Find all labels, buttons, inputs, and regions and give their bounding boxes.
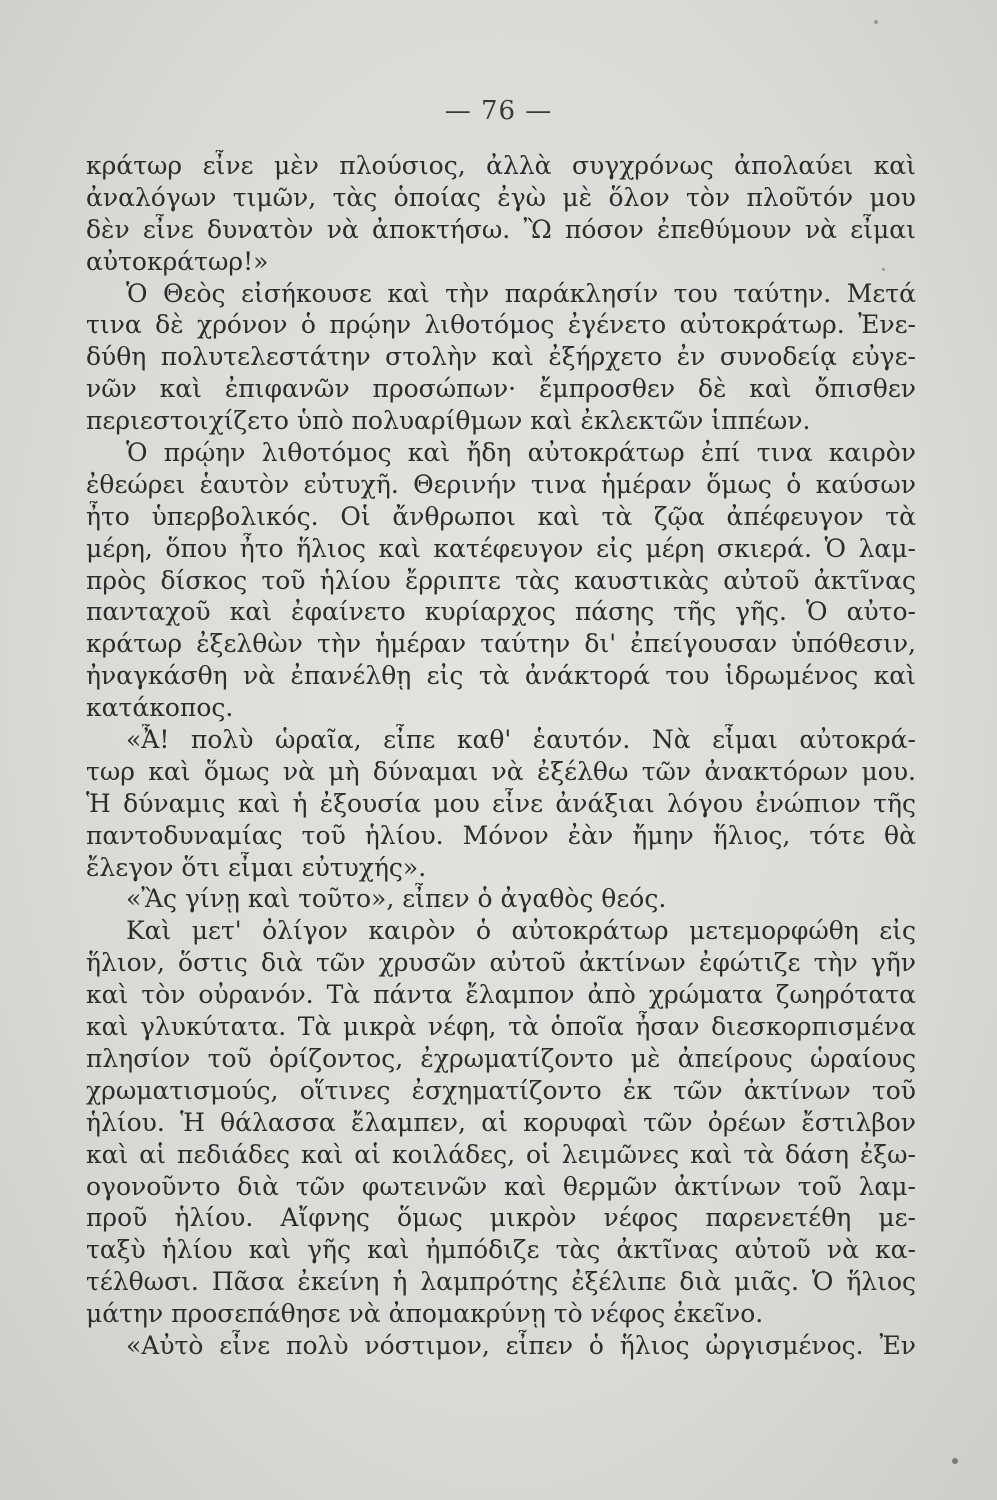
- text-line: Ἡ δύναμις καὶ ἡ ἐξουσία μου εἶνε ἀνάξιαι λόγου ἐνώπιον τῆς: [86, 788, 916, 818]
- text-line: «Αὐτὸ εἶνε πολὺ νόστιμον, εἶπεν ὁ ἥλιος ὠργισμένος. Ἐν: [126, 1330, 916, 1360]
- body-text: [86, 150, 916, 1362]
- text-line: μέρη, ὅπου ἦτο ἥλιος καὶ κατέφευγον εἰς μέρη σκιερά. Ὁ λαμ-: [86, 533, 916, 563]
- text-line: χρωματισμούς, οἵτινες ἐσχηματίζοντο ἐκ τῶν ἀκτίνων τοῦ: [86, 1075, 916, 1105]
- text-line: Ὁ πρῴην λιθοτόμος καὶ ἤδη αὐτοκράτωρ ἐπί τινα καιρὸν: [126, 438, 916, 468]
- text-line: νῶν καὶ ἐπιφανῶν προσώπων· ἔμπροσθεν δὲ καὶ ὄπισθεν: [86, 374, 916, 404]
- text-line: ταξὺ ἡλίου καὶ γῆς καὶ ἠμπόδιζε τὰς ἀκτῖνας αὐτοῦ νὰ κα-: [86, 1235, 916, 1265]
- text-line: τέλθωσι. Πᾶσα ἐκείνη ἡ λαμπρότης ἐξέλιπε διὰ μιᾶς. Ὁ ἥλιος: [86, 1267, 916, 1297]
- text-line: προῦ ἡλίου. Αἴφνης ὅμως μικρὸν νέφος παρενετέθη με-: [86, 1203, 916, 1233]
- text-line: «Ἆ! πολὺ ὡραῖα, εἶπε καθ' ἑαυτόν. Νὰ εἶμαι αὐτοκρά-: [126, 725, 916, 755]
- text-line: κατάκοπος.: [86, 693, 234, 723]
- text-line: ἀναλόγων τιμῶν, τὰς ὁποίας ἐγὼ μὲ ὅλον τὸν πλοῦτόν μου: [86, 182, 916, 212]
- text-line: τινα δὲ χρόνον ὁ πρῴην λιθοτόμος ἐγένετο αὐτοκράτωρ. Ἐνε-: [86, 310, 916, 340]
- text-line: δύθη πολυτελεστάτην στολὴν καὶ ἐξήρχετο ἐν συνοδείᾳ εὐγε-: [86, 342, 916, 372]
- text-line: μάτην προσεπάθησε νὰ ἀπομακρύνῃ τὸ νέφος ἐκεῖνο.: [86, 1299, 764, 1329]
- text-line: κράτωρ ἐξελθὼν τὴν ἡμέραν ταύτην δι' ἐπείγουσαν ὑπόθεσιν,: [86, 629, 916, 659]
- text-line: ἔλεγον ὅτι εἶμαι εὐτυχής».: [86, 852, 427, 882]
- text-line: ἦτο ὑπερβολικός. Οἱ ἄνθρωποι καὶ τὰ ζῷα ἀπέφευγον τὰ: [86, 501, 916, 531]
- text-line: τωρ καὶ ὅμως νὰ μὴ δύναμαι νὰ ἐξέλθω τῶν ἀνακτόρων μου.: [86, 756, 916, 786]
- text-line: πρὸς δίσκος τοῦ ἡλίου ἔρριπτε τὰς καυστικὰς αὐτοῦ ἀκτῖνας: [86, 565, 916, 595]
- text-line: ἠναγκάσθη νὰ ἐπανέλθῃ εἰς τὰ ἀνάκτορά του ἱδρωμένος καὶ: [86, 661, 916, 691]
- text-line: ἐθεώρει ἑαυτὸν εὐτυχῆ. Θερινήν τινα ἡμέραν ὅμως ὁ καύσων: [86, 469, 916, 499]
- text-line: Ὁ Θεὸς εἰσήκουσε καὶ τὴν παράκλησίν του ταύτην. Μετά: [126, 278, 916, 308]
- text-line: Καὶ μετ' ὀλίγον καιρὸν ὁ αὐτοκράτωρ μετεμορφώθη εἰς: [126, 916, 916, 946]
- text-line: δὲν εἶνε δυνατὸν νὰ ἀποκτήσω. Ὢ πόσον ἐπεθύμουν νὰ εἶμαι: [86, 214, 916, 244]
- text-line: καὶ τὸν οὐρανόν. Τὰ πάντα ἔλαμπον ἀπὸ χρώματα ζωηρότατα: [86, 980, 916, 1010]
- text-line: πανταχοῦ καὶ ἐφαίνετο κυρίαρχος πάσης τῆς γῆς. Ὁ αὐτο-: [86, 597, 916, 627]
- paper-speck: [882, 268, 885, 271]
- text-line: ἥλιον, ὅστις διὰ τῶν χρυσῶν αὐτοῦ ἀκτίνων ἐφώτιζε τὴν γῆν: [86, 948, 916, 978]
- page-number: — 76 —: [444, 96, 553, 126]
- text-line: ἡλίου. Ἡ θάλασσα ἔλαμπεν, αἱ κορυφαὶ τῶν ὀρέων ἔστιλβον: [86, 1107, 916, 1137]
- paper-speck: [952, 1458, 958, 1464]
- text-line: περιεστοιχίζετο ὑπὸ πολυαρίθμων καὶ ἐκλεκτῶν ἱππέων.: [86, 406, 811, 436]
- text-line: πλησίον τοῦ ὁρίζοντος, ἐχρωματίζοντο μὲ ἀπείρους ὡραίους: [86, 1043, 916, 1073]
- text-line: ογονοῦντο διὰ τῶν φωτεινῶν καὶ θερμῶν ἀκτίνων τοῦ λαμ-: [86, 1171, 916, 1201]
- text-line: κράτωρ εἶνε μὲν πλούσιος, ἀλλὰ συγχρόνως ἀπολαύει καὶ: [86, 151, 916, 180]
- text-line: παντοδυναμίας τοῦ ἡλίου. Μόνον ἐὰν ἤμην ἥλιος, τότε θὰ: [86, 820, 916, 850]
- text-line: καὶ γλυκύτατα. Τὰ μικρὰ νέφη, τὰ ὁποῖα ἦσαν διεσκορπισμένα: [86, 1012, 916, 1042]
- text-line: αὐτοκράτωρ!»: [86, 246, 269, 276]
- text-line: καὶ αἱ πεδιάδες καὶ αἱ κοιλάδες, οἱ λειμῶνες καὶ τὰ δάση ἐξω-: [86, 1139, 916, 1169]
- paper-speck: [874, 20, 878, 24]
- text-line: «Ἂς γίνῃ καὶ τοῦτο», εἶπεν ὁ ἀγαθὸς θεός.: [126, 884, 667, 914]
